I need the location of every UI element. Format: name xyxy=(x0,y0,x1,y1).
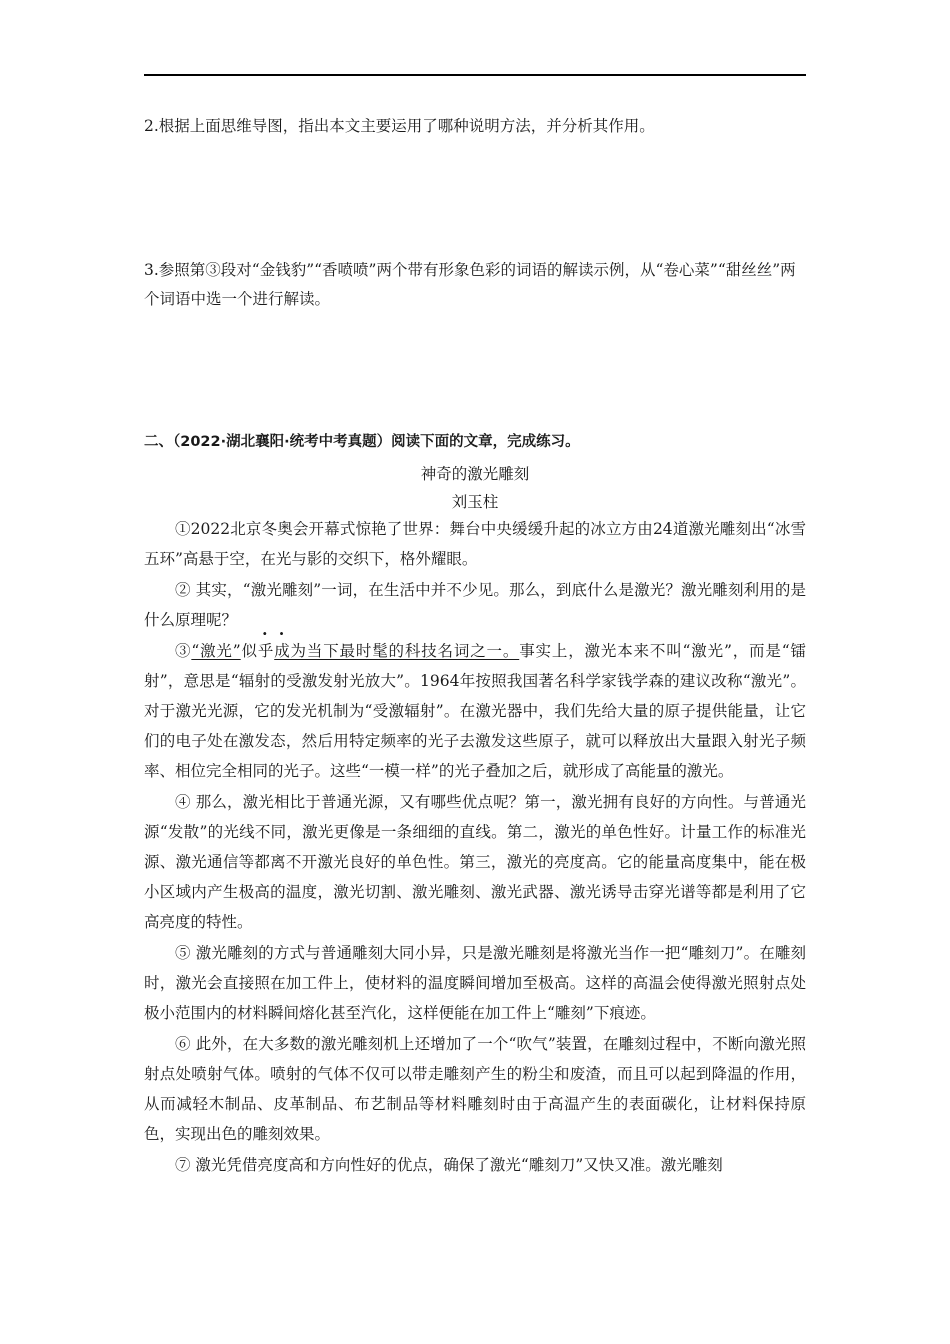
dotted-char-si: 似 xyxy=(240,642,258,660)
paragraph-6: ⑥ 此外，在大多数的激光雕刻机上还增加了一个“吹气”装置，在雕刻过程中，不断向激光照射点处喷射气体。喷射的气体不仅可以带走雕刻产生的粉尘和废渣，而且可以起到降温的作用，从而减轻木制品、皮革制品、布艺制品等材料雕刻时由于高温产生的表面碳化，让材料保持原色，实现出色的雕刻效果。 xyxy=(144,1035,806,1143)
header-rule xyxy=(144,74,806,76)
paragraph-5: ⑤ 激光雕刻的方式与普通雕刻大同小异，只是激光雕刻是将激光当作一把“雕刻刀”。在雕刻时，激光会直接照在加工件上，使材料的温度瞬间增加至极高。这样的高温会使得激光照射点处极小范围内的材料瞬间熔化甚至汽化，这样便能在加工件上“雕刻”下痕迹。 xyxy=(144,944,806,1022)
underlined-phrase: 成为当下最时髦的科技名词之一。 xyxy=(274,642,520,660)
question-3: 3.参照第③段对“金钱豹”“香喷喷”两个带有形象色彩的词语的解读示例，从“卷心菜”“甜丝丝”两个词语中选一个进行解读。 xyxy=(144,261,796,308)
article-body xyxy=(144,514,806,1181)
question-2: 2.根据上面思维导图，指出本文主要运用了哪种说明方法，并分析其作用。 xyxy=(144,117,655,135)
paragraph-3-number: ③ xyxy=(175,642,192,660)
paragraph-2: ② 其实，“激光雕刻”一词，在生活中并不少见。那么，到底什么是激光？激光雕刻利用的是什么原理呢？ xyxy=(144,581,806,629)
paragraph-1: ①2022北京冬奥会开幕式惊艳了世界：舞台中央缓缓升起的冰立方由24道激光雕刻出“冰雪五环”高悬于空，在光与影的交织下，格外耀眼。 xyxy=(144,520,806,568)
section-heading: 二、（2022·湖北襄阳·统考中考真题）阅读下面的文章，完成练习。 xyxy=(144,434,580,450)
paragraph-3-rest: 事实上，激光本来不叫“激光”，而是“镭射”，意思是“辐射的受激发射光放大”。1964年按照我国著名科学家钱学森的建议改称“激光”。对于激光光源，它的发光机制为“受激辐射”。在激光器中，我们先给大量的原子提供能量，让它们的电子处在激发态，然后用特定频率的光子去激发这些原子，就可以释放出大量跟入射光子频率、相位完全相同的光子。这些“一模一样”的光子叠加之后，就形成了高能量的激光。 xyxy=(144,642,806,780)
dotted-char-hu: 乎 xyxy=(257,642,275,660)
paragraph-7: ⑦ 激光凭借亮度高和方向性好的优点，确保了激光“雕刻刀”又快又准。激光雕刻 xyxy=(175,1156,723,1174)
paragraph-3 xyxy=(144,636,806,786)
paragraph-4: ④ 那么，激光相比于普通光源，又有哪些优点呢？第一，激光拥有良好的方向性。与普通光源“发散”的光线不同，激光更像是一条细细的直线。第二，激光的单色性好。计量工作的标准光源、激光通信等都离不开激光良好的单色性。第三，激光的亮度高。它的能量高度集中，能在极小区域内产生极高的温度，激光切割、激光雕刻、激光武器、激光诱导击穿光谱等都是利用了它高亮度的特性。 xyxy=(144,793,806,931)
article-title: 神奇的激光雕刻 xyxy=(420,465,530,483)
article-author: 刘玉柱 xyxy=(451,493,499,511)
underlined-term-laser: “激光” xyxy=(191,642,241,660)
